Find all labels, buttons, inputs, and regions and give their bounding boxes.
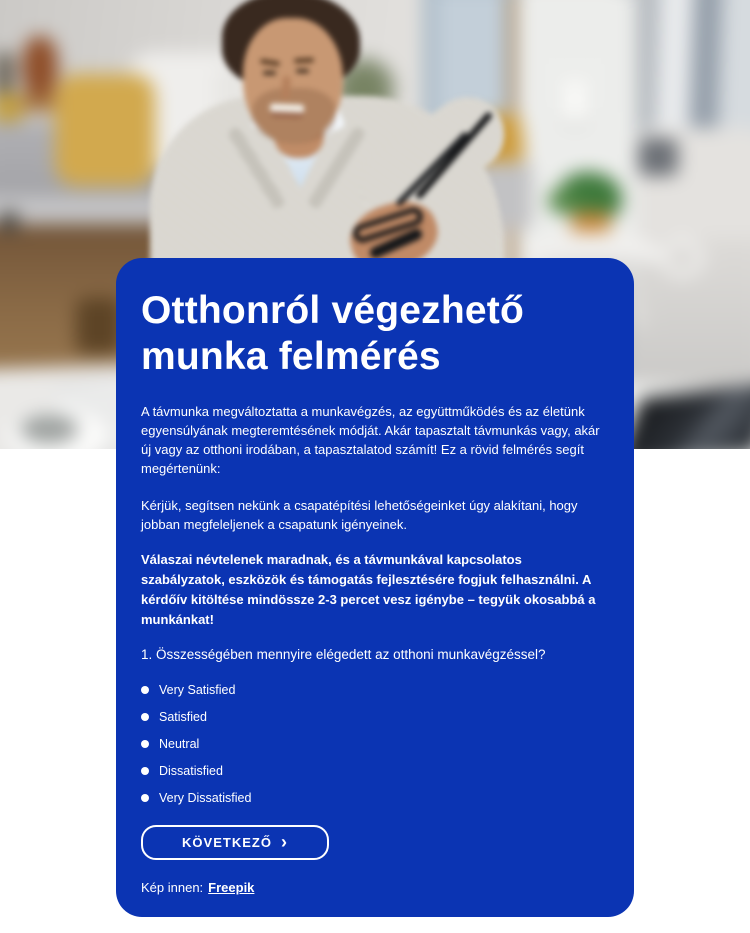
radio-option-neutral[interactable]	[141, 730, 609, 757]
radio-option-label: Satisfied	[159, 709, 207, 724]
chevron-right-icon: ›	[280, 831, 288, 852]
survey-title: Otthonról végezhető munka felmérés	[141, 289, 524, 378]
photo-man-nose	[281, 76, 291, 100]
next-button[interactable]	[141, 825, 329, 860]
intro-paragraph: A távmunka megváltoztatta a munkavégzés, az együttműködés és az életünk egyensúlyának megteremtésének módját. Akár tapasztalt távmunkás vagy, akár új vagy az otthoni irodában, a tapasztalatod számít! Ez a rövid felmérés segít megértenünk:	[141, 404, 600, 476]
photo-man-eye	[296, 69, 309, 73]
photo-man-lip	[270, 111, 304, 118]
freepik-link[interactable]: Freepik	[208, 880, 255, 895]
next-button-label: KÖVETKEZŐ	[182, 835, 272, 850]
radio-option-label: Very Dissatisfied	[159, 790, 252, 805]
photo-man-eyebrow	[294, 57, 314, 63]
radio-option-satisfied[interactable]	[141, 703, 609, 730]
radio-option-label: Dissatisfied	[159, 763, 223, 778]
help-paragraph: Kérjük, segítsen nekünk a csapatépítési lehetőségeinket úgy alakítani, hogy jobban megfeleljenek a csapatunk igényeinek.	[141, 498, 578, 532]
radio-dot-icon	[141, 713, 149, 721]
radio-dot-icon	[141, 740, 149, 748]
privacy-note: Válaszai névtelenek maradnak, és a távmunkával kapcsolatos szabályzatok, eszközök és támogatás fejlesztésére fogjuk felhasználni. A kérdőív kitöltése mindössze 2-3 percet vesz igénybe – tegyük okosabbá a munkánkat!	[141, 552, 596, 627]
radio-option-very-dissatisfied[interactable]	[141, 784, 609, 811]
credit-prefix: Kép innen:	[141, 880, 204, 895]
satisfaction-options	[141, 676, 609, 811]
radio-option-very-satisfied[interactable]	[141, 676, 609, 703]
photo-credit	[141, 880, 609, 895]
survey-card	[116, 258, 634, 917]
radio-option-dissatisfied[interactable]	[141, 757, 609, 784]
radio-option-label: Neutral	[159, 736, 200, 751]
photo-man-eye	[263, 71, 276, 75]
radio-option-label: Very Satisfied	[159, 682, 236, 697]
radio-dot-icon	[141, 767, 149, 775]
radio-dot-icon	[141, 686, 149, 694]
question-label: 1. Összességében mennyire elégedett az otthoni munkavégzéssel?	[141, 647, 546, 662]
radio-dot-icon	[141, 794, 149, 802]
